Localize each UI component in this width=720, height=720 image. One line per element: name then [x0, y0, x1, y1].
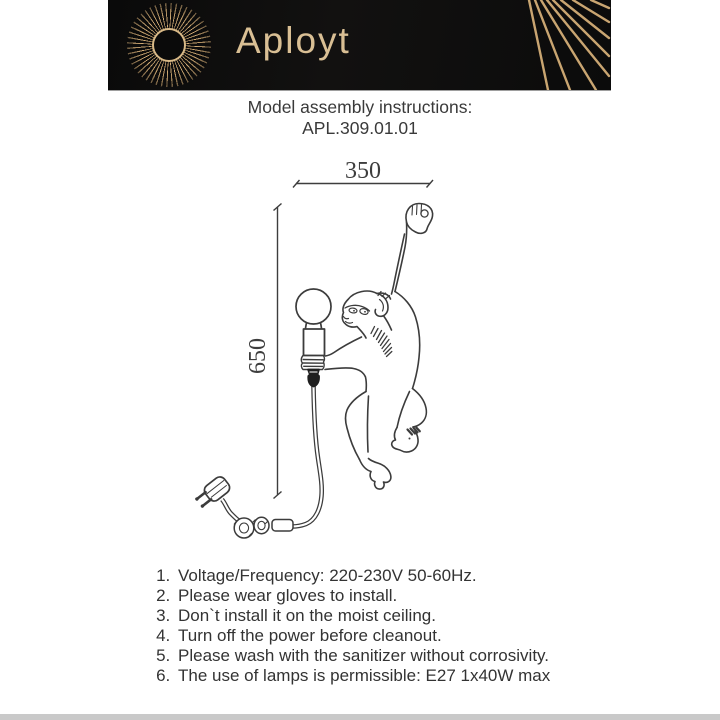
page-bottom-strip	[0, 714, 720, 720]
gripping-hand	[301, 356, 324, 370]
instruction-text: Don`t install it on the moist ceiling.	[178, 606, 436, 625]
lamp-socket	[304, 329, 325, 356]
instruction-text: Please wash with the sanitizer without corrosivity.	[178, 646, 550, 665]
monkey-figure	[325, 204, 433, 490]
model-number: APL.309.01.01	[302, 118, 418, 138]
foot-hatching	[408, 428, 420, 435]
instruction-item	[175, 626, 615, 646]
height-dimension	[245, 204, 282, 499]
title-line-1: Model assembly instructions:	[247, 97, 473, 117]
chest-fur-hatching	[371, 327, 392, 357]
width-dimension	[293, 158, 433, 188]
instruction-item	[175, 586, 615, 606]
instruction-item	[175, 566, 615, 586]
width-value: 350	[345, 158, 381, 184]
instruction-item	[175, 606, 615, 626]
instruction-text: Turn off the power before cleanout.	[178, 626, 442, 645]
instruction-text: Voltage/Frequency: 220-230V 50-60Hz.	[178, 566, 477, 585]
instruction-text: Please wear gloves to install.	[178, 586, 398, 605]
instruction-item	[175, 666, 615, 686]
brand-name: Aployt	[236, 20, 351, 61]
instruction-list	[145, 566, 615, 686]
instruction-item	[175, 646, 615, 666]
instruction-text: The use of lamps is permissible: E27 1x40W max	[178, 666, 551, 685]
cord-switch	[234, 517, 293, 538]
lamp-assembly	[193, 289, 331, 538]
power-cord	[222, 386, 322, 527]
light-bulb-icon	[296, 289, 331, 329]
height-value: 650	[245, 338, 271, 374]
